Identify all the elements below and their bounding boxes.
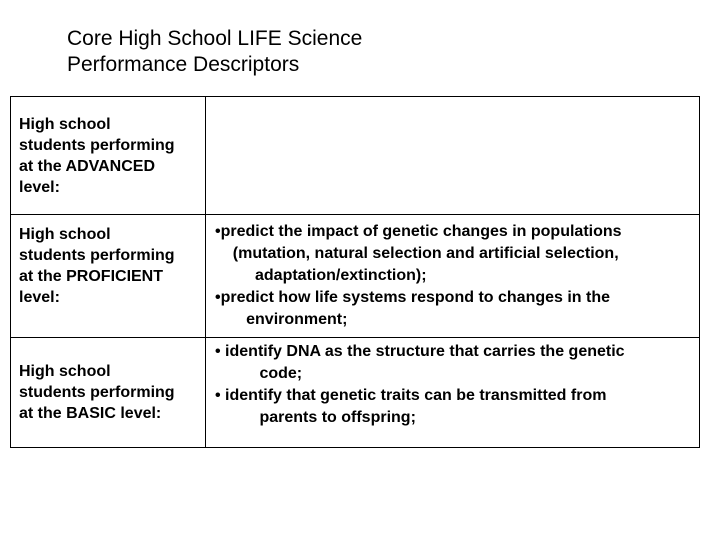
proficient-label: [19, 224, 199, 308]
basic-description-line: code;: [215, 365, 303, 382]
advanced-label-line: High school: [19, 116, 111, 133]
basic-description-line: parents to offspring;: [215, 409, 416, 426]
descriptors-table: [10, 96, 700, 448]
proficient-label-line: High school: [19, 226, 111, 243]
title-line-1: Core High School LIFE Science: [67, 27, 363, 50]
proficient-description: [215, 221, 695, 331]
proficient-label-line: at the PROFICIENT: [19, 268, 164, 285]
basic-description-line: • identify DNA as the structure that carries the genetic: [215, 343, 625, 360]
advanced-label: [19, 114, 199, 198]
basic-description: [215, 341, 695, 429]
row-divider-2: [11, 337, 699, 338]
proficient-description-line: adaptation/extinction);: [215, 267, 427, 284]
proficient-label-line: students performing: [19, 247, 175, 264]
basic-label-line: students performing: [19, 384, 175, 401]
advanced-label-line: students performing: [19, 137, 175, 154]
title-line-2: Performance Descriptors: [67, 53, 300, 76]
basic-label-line: at the BASIC level:: [19, 405, 162, 422]
row-divider-1: [11, 214, 699, 215]
proficient-label-line: level:: [19, 289, 60, 306]
basic-description-line: • identify that genetic traits can be transmitted from: [215, 387, 607, 404]
column-divider: [205, 97, 206, 447]
advanced-label-line: level:: [19, 179, 60, 196]
basic-label: [19, 361, 199, 424]
proficient-description-line: •predict the impact of genetic changes in populations: [215, 223, 622, 240]
proficient-description-line: (mutation, natural selection and artificial selection,: [215, 245, 619, 262]
proficient-description-line: •predict how life systems respond to changes in the: [215, 289, 611, 306]
page-title: [67, 26, 362, 78]
proficient-description-line: environment;: [215, 311, 348, 328]
basic-label-line: High school: [19, 363, 111, 380]
advanced-label-line: at the ADVANCED: [19, 158, 156, 175]
